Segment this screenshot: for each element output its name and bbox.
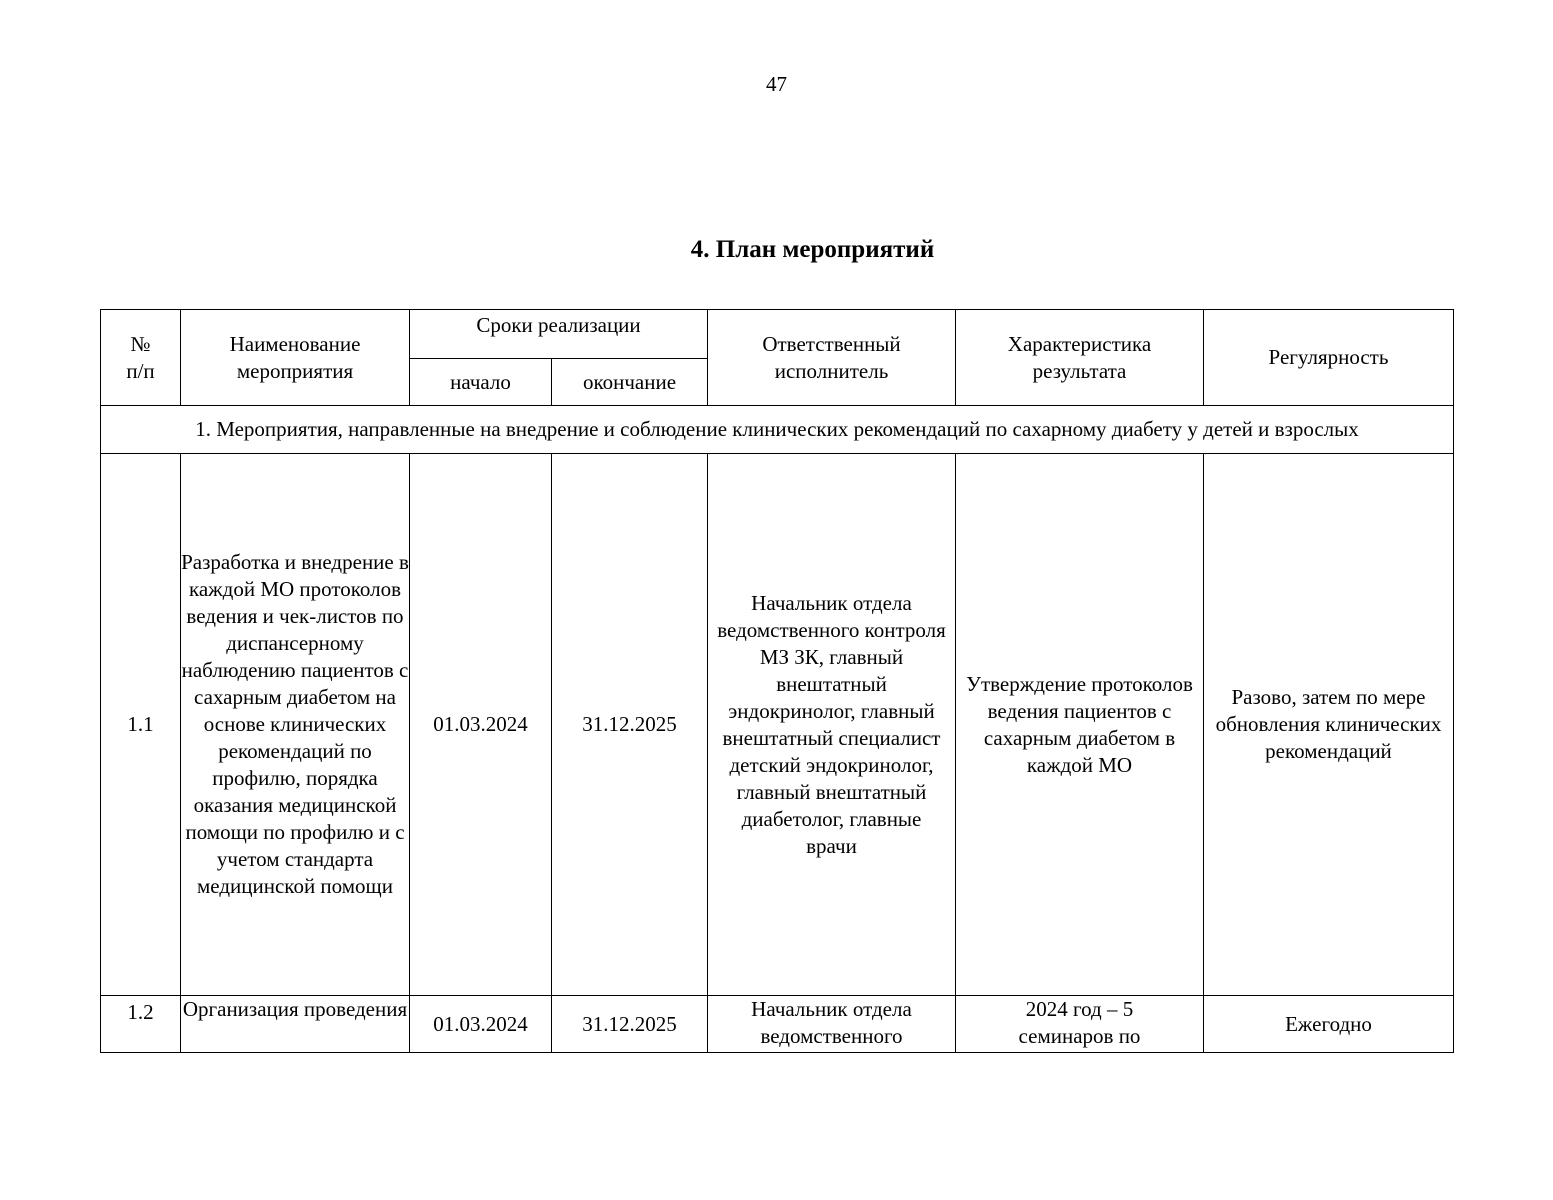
header-terms: Сроки реализации bbox=[410, 310, 708, 359]
table-row bbox=[101, 996, 1454, 1053]
row-start: 01.03.2024 bbox=[410, 996, 552, 1053]
row-regularity: Разово, затем по мере обновления клинических рекомендаций bbox=[1204, 454, 1454, 996]
header-start: начало bbox=[410, 359, 552, 406]
row-result: 2024 год – 5 семинаров по bbox=[956, 996, 1204, 1053]
table-row bbox=[101, 454, 1454, 996]
row-end: 31.12.2025 bbox=[552, 454, 708, 996]
row-result: Утверждение протоколов ведения пациентов с сахарным диабетом в каждой МО bbox=[956, 454, 1204, 996]
header-responsible: Ответственный исполнитель bbox=[708, 310, 956, 406]
row-name: Организация проведения bbox=[181, 996, 410, 1053]
header-end: окончание bbox=[552, 359, 708, 406]
row-responsible: Начальник отдела ведомственного bbox=[708, 996, 956, 1053]
header-num: № п/п bbox=[101, 310, 181, 406]
section-row-text: 1. Мероприятия, направленные на внедрение и соблюдение клинических рекомендаций по сахарному диабету у детей и взрослых bbox=[101, 406, 1454, 454]
page-number: 47 bbox=[766, 72, 787, 96]
plan-table bbox=[100, 309, 1454, 1053]
row-start: 01.03.2024 bbox=[410, 454, 552, 996]
row-num: 1.2 bbox=[101, 996, 181, 1053]
section-row bbox=[101, 406, 1454, 454]
header-result: Характеристика результата bbox=[956, 310, 1204, 406]
row-end: 31.12.2025 bbox=[552, 996, 708, 1053]
row-regularity: Ежегодно bbox=[1204, 996, 1454, 1053]
row-num: 1.1 bbox=[101, 454, 181, 996]
row-responsible: Начальник отдела ведомственного контроля МЗ ЗК, главный внештатный эндокринолог, главный внештатный специалист детский эндокринолог, главный внештатный диабетолог, главные врачи bbox=[708, 454, 956, 996]
row-name: Разработка и внедрение в каждой МО протоколов ведения и чек-листов по диспансерному наблюдению пациентов с сахарным диабетом на основе клинических рекомендаций по профилю, порядка оказания медицинской помощи по профилю и с учетом стандарта медицинской помощи bbox=[181, 454, 410, 996]
section-title: 4. План мероприятий bbox=[690, 236, 935, 263]
header-regularity: Регулярность bbox=[1204, 310, 1454, 406]
header-name: Наименование мероприятия bbox=[181, 310, 410, 406]
table-header-row bbox=[101, 310, 1454, 359]
